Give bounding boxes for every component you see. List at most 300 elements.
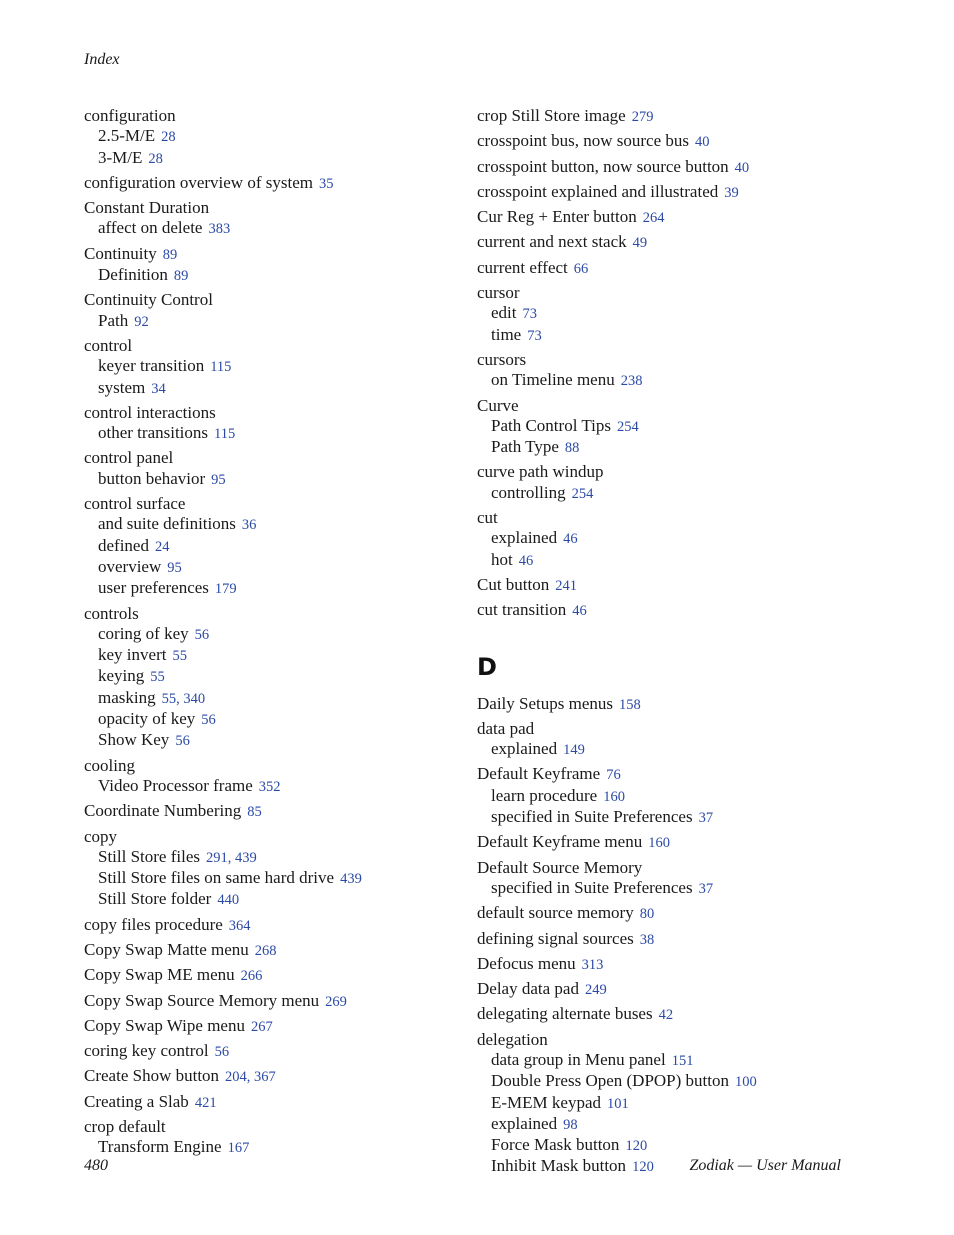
page-link[interactable]: 38 [639,931,655,948]
index-entry [84,106,464,169]
page-link[interactable]: 55 [172,648,187,665]
index-term-line [477,350,857,370]
index-entry [477,1004,857,1025]
index-subentry [84,265,464,286]
page-references [155,539,170,555]
entry-term: control panel [84,448,174,468]
entry-term: Creating a Slab [84,1091,189,1111]
index-subentry [477,325,857,346]
page-link[interactable]: 158 [619,696,641,713]
page-references [603,789,625,805]
index-entry [477,106,857,127]
index-subentry [477,786,857,807]
index-entry [477,182,857,203]
page-link[interactable]: 160 [648,835,670,852]
page-link[interactable]: 55 [150,669,165,686]
page-references: 204, 367 [225,1069,276,1086]
page-link[interactable]: 92 [134,313,149,330]
subentry-term: Show Key [98,730,170,750]
subentry-term: Transform Engine [98,1137,222,1157]
index-entry [84,756,464,798]
entry-term: Default Source Memory [477,857,643,877]
page-link[interactable]: 56 [175,733,190,750]
entry-term: configuration overview of system [84,172,313,192]
index-term-line [84,106,464,126]
entry-term: Coordinate Numbering [84,801,242,821]
page-link[interactable]: 35 [318,175,334,192]
entry-term: crop default [84,1117,166,1137]
index-term-line [84,494,464,514]
subentry-term: opacity of key [98,709,196,729]
index-entry [84,1092,464,1113]
page-references [195,1095,217,1111]
subentry-term: button behavior [98,468,206,488]
index-entry [84,1066,464,1087]
footer-manual-title: Zodiak — User Manual [689,1157,841,1174]
page-references [617,419,639,435]
index-entry [477,694,857,715]
index-entry [477,396,857,459]
page-references [150,669,165,685]
page-references [563,531,578,547]
entry-term: crosspoint bus, now source bus [477,131,690,151]
page-references [699,881,714,897]
entry-term: Default Keyframe [477,764,601,784]
index-entry [477,508,857,571]
page-references [211,472,226,488]
subentry-term: Path Type [491,437,559,457]
page-references [582,957,604,973]
page-link[interactable]: 56 [214,1044,230,1061]
page-link[interactable]: 204 [225,1069,247,1086]
index-entry [477,858,857,900]
index-term-line [84,940,464,961]
page-link[interactable]: 37 [698,810,714,827]
page-references [607,1096,629,1112]
page-link[interactable]: 267 [250,1018,273,1035]
index-entry [84,991,464,1012]
index-entry [477,232,857,253]
page-link[interactable]: 279 [631,109,654,125]
index-entry [84,604,464,752]
entry-term: current effect [477,257,568,277]
entry-term: Copy Swap Source Memory menu [84,990,320,1010]
page-link[interactable]: 313 [581,956,604,973]
subentry-term: specified in Suite Preferences [491,807,693,827]
page-references [619,697,641,713]
index-subentry [84,148,464,169]
index-term-line [84,173,464,194]
index-subentry [84,536,464,557]
subentry-term: Path Control Tips [491,415,611,435]
page-link[interactable]: 34 [151,380,166,397]
page-link[interactable]: 89 [173,268,189,285]
index-term-line [477,283,857,303]
page-link[interactable]: 100 [735,1074,757,1091]
page-link[interactable]: 120 [632,1159,654,1176]
page-link[interactable]: 40 [734,159,750,176]
page-link[interactable]: 115 [214,426,236,443]
index-entry [84,915,464,936]
subentry-term: Still Store files on same hard drive [98,868,335,888]
index-entry [477,283,857,346]
page-link[interactable]: 367 [254,1069,276,1086]
index-term-line [84,448,464,468]
entry-term: cut [477,508,498,528]
entry-term: Cut button [477,574,550,594]
index-entry [477,258,857,279]
index-subentry [84,688,464,709]
page-link[interactable]: 160 [603,788,625,805]
index-subentry [84,423,464,444]
subentry-term: explained [491,739,558,759]
entry-term: copy files procedure [84,914,223,934]
index-entry [84,336,464,399]
page-references [208,221,230,237]
page-references [247,804,262,820]
entry-term: Constant Duration [84,198,210,218]
entry-term: Delay data pad [477,979,579,999]
index-term-line [84,604,464,624]
page-link[interactable]: 439 [340,871,362,888]
page-link[interactable]: 55 [161,690,177,707]
page-references [695,134,710,150]
index-term-line [477,182,857,203]
page-link[interactable]: 85 [247,804,262,821]
index-term-line [84,756,464,776]
index-term-line [84,244,464,265]
index-entry [477,157,857,178]
index-column-left [84,106,464,1159]
entry-term: delegation [477,1029,548,1049]
page-references [214,426,235,442]
page-link[interactable]: 37 [698,880,714,897]
page-references [724,185,739,201]
index-entry [84,290,464,332]
page-references [228,1140,250,1156]
index-subentry [84,311,464,332]
entry-term: coring key control [84,1041,209,1061]
page-link[interactable]: 421 [194,1094,217,1111]
page-link[interactable]: 254 [571,485,594,502]
page-link[interactable]: 73 [527,327,542,344]
subentry-term: Path [98,310,129,330]
page-link[interactable]: 95 [211,471,226,488]
page-references [585,982,607,998]
page-references [325,994,347,1010]
index-term-line [477,207,857,228]
subentry-term: key invert [98,645,167,665]
index-entry [477,954,857,975]
index-subentry [84,126,464,147]
entry-term: Copy Swap Matte menu [84,939,249,959]
entry-term: Curve [477,395,519,415]
page-link[interactable]: 36 [241,517,257,534]
page-link[interactable]: 352 [258,778,281,795]
index-term-line [84,290,464,310]
page-references [572,486,594,502]
index-subentry [477,1050,857,1071]
page-references [699,810,714,826]
page-link[interactable]: 28 [161,129,176,146]
index-entry [477,929,857,950]
index-entry [84,1117,464,1159]
index-subentry [477,416,857,437]
page-references [175,733,190,749]
page-references [632,109,654,125]
page-references [672,1053,694,1069]
subentry-term: Still Store files [98,846,200,866]
index-subentry [84,624,464,645]
index-entry [477,575,857,596]
page-references [632,1159,654,1175]
page-link[interactable]: 167 [227,1140,250,1157]
index-subentry [477,1114,857,1135]
entry-term: curve path windup [477,462,604,482]
subentry-term: user preferences [98,578,209,598]
entry-term: Defocus menu [477,953,576,973]
index-entry [477,1030,857,1178]
page-references [565,440,580,456]
page-references [215,581,237,597]
index-subentry [477,528,857,549]
entry-term: Cur Reg + Enter button [477,207,637,227]
index-entry [477,207,857,228]
index-term-line [477,106,857,127]
page-link[interactable]: 238 [620,373,643,390]
page-references [259,779,281,795]
index-subentry [477,550,857,571]
index-term-line [477,131,857,152]
index-term-line [84,1066,464,1087]
index-entry [84,940,464,961]
index-subentry [84,578,464,599]
page-link[interactable]: 101 [607,1095,629,1112]
page-link[interactable]: 149 [563,742,585,759]
entry-term: Daily Setups menus [477,693,613,713]
index-entry [84,801,464,822]
subentry-term: system [98,377,146,397]
entry-term: cursors [477,349,527,369]
subentry-term: keying [98,666,145,686]
entry-term: cut transition [477,600,567,620]
page-link[interactable]: 56 [194,626,210,643]
page-link[interactable]: 28 [148,150,163,167]
index-entry [84,173,464,194]
index-term-line [477,258,857,279]
subentry-term: affect on delete [98,218,203,238]
entry-term: crosspoint explained and illustrated [477,181,719,201]
page-references [563,1117,578,1133]
subentry-term: explained [491,1113,558,1133]
index-term-line [84,991,464,1012]
page-references [640,906,655,922]
page-references [319,176,334,192]
page-link[interactable]: 39 [724,184,739,201]
page-link[interactable]: 40 [695,134,710,151]
index-entry [477,764,857,828]
page-link[interactable]: 340 [183,690,206,707]
page-references [643,210,665,226]
page-link[interactable]: 439 [235,849,257,866]
page-references: 291, 439 [206,849,257,866]
page-references [523,306,538,322]
page-link[interactable]: 291 [206,849,228,866]
index-term-line [84,403,464,423]
page-references [174,268,189,284]
index-term-line [84,915,464,936]
subentry-term: edit [491,303,517,323]
subentry-term: Inhibit Mask button [491,1156,627,1176]
page-link[interactable]: 268 [254,942,277,959]
page-link[interactable]: 56 [201,712,216,729]
index-subentry [477,1071,857,1092]
subentry-term: Definition [98,265,168,285]
index-entry [477,462,857,504]
page-references [574,261,589,277]
index-entry [84,1016,464,1037]
page-link[interactable]: 95 [167,559,182,576]
page-link[interactable]: 46 [572,603,587,620]
page-link[interactable]: 364 [228,917,251,934]
index-entry [84,448,464,490]
entry-term: Continuity [84,243,157,263]
entry-term: Create Show button [84,1066,220,1086]
index-term-line [84,1041,464,1062]
page-link[interactable]: 383 [208,221,231,238]
entry-term: cursor [477,283,520,303]
index-entry [84,1041,464,1062]
page-link[interactable]: 264 [642,210,665,227]
entry-term: configuration [84,106,176,125]
page-references [640,932,655,948]
page-link[interactable]: 151 [671,1052,694,1069]
index-subentry [84,868,464,889]
page-link[interactable]: 80 [639,906,655,923]
page-link[interactable]: 254 [617,418,639,435]
page-link[interactable]: 266 [240,968,263,985]
page-references [195,627,210,643]
index-term-line [477,1030,857,1050]
page-references [648,835,670,851]
page-references [210,359,231,375]
subentry-term: overview [98,556,162,576]
entry-term: controls [84,603,139,623]
subentry-term: defined [98,535,149,555]
index-term-line [477,764,857,785]
page-link[interactable]: 46 [563,531,578,548]
page-link[interactable]: 179 [214,581,237,598]
page-references [555,578,577,594]
index-entry [477,903,857,924]
page-link[interactable]: 120 [625,1138,648,1155]
entry-term: cooling [84,755,135,775]
index-term-line [84,1016,464,1037]
entry-term: Default Keyframe menu [477,832,643,852]
page-link[interactable]: 89 [162,246,178,263]
index-entry [477,350,857,392]
entry-term: control [84,335,133,355]
index-subentry [477,1093,857,1114]
entry-term: Copy Swap ME menu [84,965,235,985]
index-term-line [477,396,857,416]
page-references: 55, 340 [161,690,206,707]
subentry-term: Video Processor frame [98,775,253,795]
index-entry [84,403,464,445]
index-subentry [84,356,464,377]
page-link[interactable]: 98 [563,1116,578,1133]
index-subentry [84,776,464,797]
index-subentry [84,645,464,666]
entry-term: Copy Swap Wipe menu [84,1015,245,1035]
index-term-line [84,965,464,986]
index-term-line [477,858,857,878]
subentry-term: 2.5-M/E [98,126,156,146]
page-references [215,1044,230,1060]
page-references [572,603,587,619]
page-references [241,968,263,984]
page-link[interactable]: 24 [154,538,170,555]
page-link[interactable]: 46 [518,552,534,569]
page-references [201,712,216,728]
subentry-term: Double Press Open (DPOP) button [491,1071,729,1091]
subentry-term: Still Store folder [98,889,212,909]
index-term-line [84,1092,464,1113]
index-subentry [477,739,857,760]
index-subentry [84,1137,464,1158]
page-references [163,247,178,263]
page-link[interactable]: 269 [325,993,347,1010]
page-references [340,871,362,887]
page-link[interactable]: 42 [658,1007,674,1024]
page-references [229,918,251,934]
index-entry [84,827,464,911]
page-link[interactable]: 49 [632,235,648,252]
page-references [242,517,257,533]
index-term-line [84,336,464,356]
index-subentry [84,889,464,910]
d-entries [477,694,857,1178]
entry-term: crosspoint button, now source button [477,156,729,176]
page-link[interactable]: 115 [210,359,232,376]
index-subentry [477,370,857,391]
page-link[interactable]: 241 [555,577,578,594]
page-link[interactable]: 249 [584,982,607,999]
page-references [735,160,750,176]
page-references [633,235,648,251]
page-references [255,943,277,959]
entry-term: data pad [477,718,535,738]
page-link[interactable]: 88 [564,440,580,457]
page-references [172,648,187,664]
running-head: Index [84,51,120,68]
page-link[interactable]: 66 [573,260,589,277]
index-entry [477,131,857,152]
page-references [134,314,149,330]
subentry-term: time [491,324,522,344]
index-subentry [84,378,464,399]
page-references [659,1007,674,1023]
subentry-term: hot [491,549,513,569]
index-subentry [477,1135,857,1156]
page-link[interactable]: 76 [606,767,621,784]
c-entries-continued [477,106,857,622]
page-link[interactable]: 73 [522,306,537,323]
subentry-term: other transitions [98,423,209,443]
index-term-line [84,198,464,218]
page-link[interactable]: 440 [217,892,240,909]
index-entry [84,198,464,240]
